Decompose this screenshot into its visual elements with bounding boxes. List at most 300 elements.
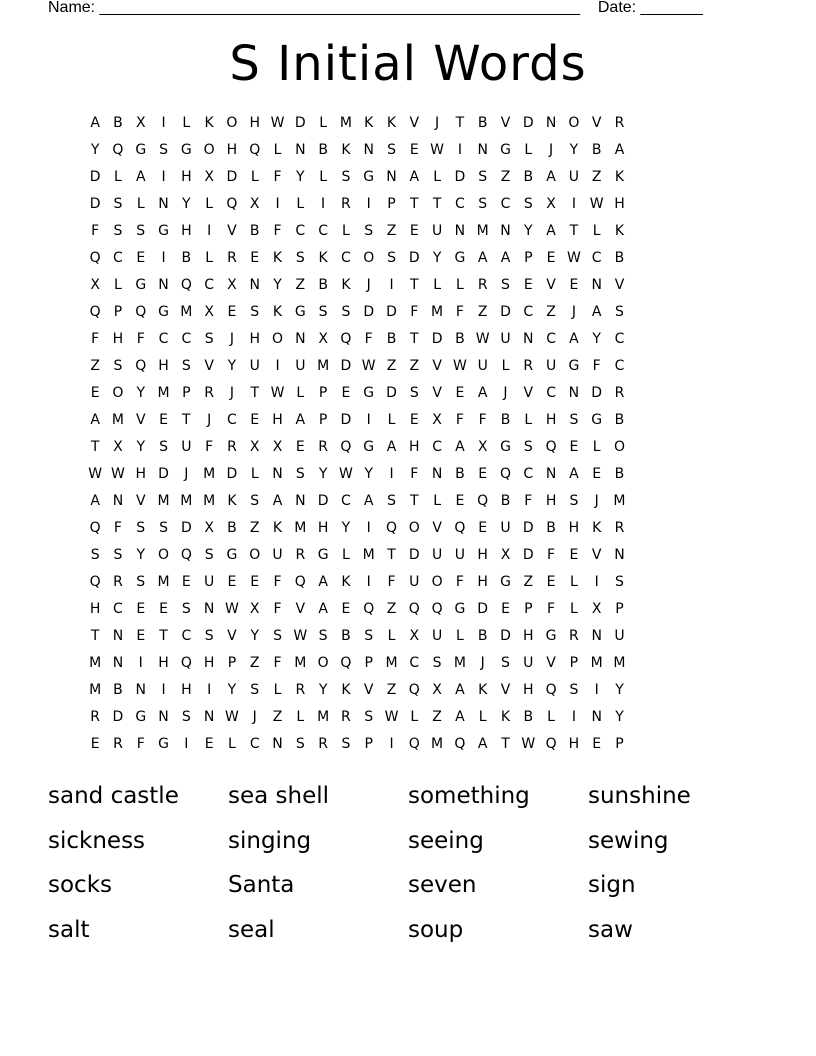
grid-letter: S xyxy=(409,385,420,401)
grid-row xyxy=(84,623,631,650)
grid-letter: S xyxy=(250,682,260,698)
grid-letter: F xyxy=(273,169,283,185)
grid-letter: I xyxy=(366,412,372,428)
grid-letter: Y xyxy=(136,385,146,401)
grid-letter: H xyxy=(181,223,193,239)
grid-letter: C xyxy=(295,223,306,239)
grid-letter: C xyxy=(523,304,534,320)
grid-letter: W xyxy=(225,601,240,617)
grid-letter: N xyxy=(591,709,603,725)
grid-letter: E xyxy=(250,412,260,428)
grid-letter: A xyxy=(614,142,625,158)
grid-letter: P xyxy=(182,385,192,401)
grid-letter: E xyxy=(227,304,237,320)
grid-letter: L xyxy=(592,223,602,239)
grid-letter: I xyxy=(366,196,372,212)
grid-letter: A xyxy=(363,493,374,509)
grid-letter: G xyxy=(500,574,512,590)
grid-letter: A xyxy=(90,412,101,428)
grid-letter: J xyxy=(594,493,600,509)
word-list-item: something xyxy=(408,783,530,809)
grid-letter: W xyxy=(293,628,308,644)
grid-letter: E xyxy=(478,520,488,536)
grid-letter: I xyxy=(275,196,281,212)
grid-letter: S xyxy=(113,196,123,212)
grid-letter: P xyxy=(524,601,534,617)
grid-letter: N xyxy=(295,493,307,509)
grid-letter: E xyxy=(523,277,534,293)
grid-letter: H xyxy=(545,412,557,428)
grid-letter: R xyxy=(113,574,124,590)
grid-letter: Q xyxy=(340,655,352,671)
grid-letter: E xyxy=(159,412,169,428)
grid-letter: Q xyxy=(454,520,466,536)
grid-letter: B xyxy=(614,466,625,482)
grid-letter: D xyxy=(522,115,535,131)
grid-letter: X xyxy=(249,439,261,455)
grid-letter: H xyxy=(523,682,535,698)
grid-letter: X xyxy=(113,439,124,455)
grid-letter: D xyxy=(500,628,512,644)
grid-letter: S xyxy=(90,547,101,563)
grid-letter: A xyxy=(90,115,101,131)
grid-letter: P xyxy=(615,736,625,752)
grid-letter: V xyxy=(500,682,511,698)
grid-letter: K xyxy=(500,709,511,725)
grid-letter: L xyxy=(592,439,602,455)
grid-letter: L xyxy=(228,736,237,752)
grid-letter: A xyxy=(477,250,488,266)
grid-letter: E xyxy=(90,385,101,401)
grid-letter: V xyxy=(591,115,602,131)
grid-letter: H xyxy=(203,655,215,671)
grid-letter: S xyxy=(113,547,123,563)
grid-letter: Q xyxy=(89,304,102,320)
grid-letter: E xyxy=(227,574,237,590)
grid-letter: S xyxy=(250,493,260,509)
grid-letter: S xyxy=(136,574,146,590)
grid-letter: D xyxy=(408,250,421,266)
grid-letter: C xyxy=(409,655,420,671)
grid-letter: E xyxy=(159,601,169,617)
grid-letter: K xyxy=(272,304,283,320)
grid-letter: V xyxy=(432,520,443,536)
grid-letter: B xyxy=(113,682,124,698)
word-list-item: sickness xyxy=(48,827,146,854)
grid-letter: I xyxy=(366,574,372,590)
grid-letter: I xyxy=(184,736,189,752)
grid-letter: Q xyxy=(135,304,147,320)
grid-letter: H xyxy=(158,655,170,671)
grid-letter: L xyxy=(319,115,328,131)
grid-letter: Q xyxy=(545,736,558,752)
grid-letter: U xyxy=(431,628,443,644)
grid-letter: M xyxy=(339,115,353,131)
grid-letter: N xyxy=(203,601,215,617)
grid-letter: G xyxy=(135,142,147,158)
grid-letter: F xyxy=(205,439,214,455)
grid-letter: R xyxy=(614,115,625,131)
grid-letter: O xyxy=(317,655,330,671)
grid-letter: Z xyxy=(409,358,420,374)
grid-letter: T xyxy=(159,628,169,644)
grid-letter: S xyxy=(159,142,169,158)
grid-letter: D xyxy=(317,493,329,509)
grid-letter: M xyxy=(157,493,171,509)
grid-letter: M xyxy=(431,736,444,752)
grid-letter: D xyxy=(591,385,603,401)
grid-letter: J xyxy=(366,277,372,293)
grid-letter: C xyxy=(614,358,625,374)
grid-letter: G xyxy=(317,547,330,563)
grid-letter: C xyxy=(523,466,534,482)
grid-letter: M xyxy=(385,655,399,671)
grid-letter: G xyxy=(158,223,170,239)
grid-letter: T xyxy=(410,277,420,293)
grid-letter: Z xyxy=(500,169,511,185)
grid-row xyxy=(84,380,631,407)
grid-letter: X xyxy=(204,169,215,185)
grid-letter: J xyxy=(503,385,509,401)
grid-letter: E xyxy=(455,385,465,401)
grid-letter: A xyxy=(455,439,466,455)
grid-letter: H xyxy=(135,466,147,482)
grid-letter: D xyxy=(226,466,238,482)
grid-letter: U xyxy=(249,358,261,374)
grid-letter: S xyxy=(478,169,488,185)
grid-letter: S xyxy=(204,628,215,644)
grid-letter: F xyxy=(478,412,488,428)
grid-letter: Q xyxy=(180,277,193,293)
grid-row xyxy=(84,677,631,704)
grid-letter: B xyxy=(477,628,488,644)
grid-letter: H xyxy=(545,493,557,509)
grid-letter: D xyxy=(386,385,398,401)
grid-letter: R xyxy=(318,736,329,752)
grid-letter: R xyxy=(569,628,580,644)
grid-letter: V xyxy=(523,385,534,401)
grid-letter: L xyxy=(455,277,465,293)
grid-letter: C xyxy=(227,412,238,428)
grid-letter: E xyxy=(409,142,420,158)
grid-letter: Q xyxy=(408,682,421,698)
grid-letter: H xyxy=(181,169,193,185)
grid-letter: X xyxy=(90,277,101,293)
grid-letter: B xyxy=(591,142,602,158)
grid-letter: V xyxy=(135,412,147,428)
grid-letter: K xyxy=(341,142,351,158)
grid-letter: A xyxy=(90,493,101,509)
grid-letter: E xyxy=(136,628,146,644)
grid-letter: Y xyxy=(432,250,442,266)
grid-letter: G xyxy=(454,601,466,617)
grid-letter: K xyxy=(478,682,488,698)
grid-letter: F xyxy=(455,574,465,590)
grid-letter: C xyxy=(614,331,625,347)
grid-letter: B xyxy=(477,115,488,131)
grid-letter: D xyxy=(89,196,102,212)
grid-letter: H xyxy=(317,520,329,536)
word-list-item: sunshine xyxy=(588,783,691,809)
grid-letter: M xyxy=(89,682,102,698)
grid-letter: N xyxy=(158,277,170,293)
grid-letter: S xyxy=(615,304,625,320)
grid-row xyxy=(84,542,631,569)
grid-letter: F xyxy=(273,574,283,590)
grid-letter: L xyxy=(250,169,260,185)
grid-letter: K xyxy=(318,250,329,266)
grid-letter: N xyxy=(158,196,170,212)
grid-letter: L xyxy=(387,628,396,644)
grid-letter: X xyxy=(249,196,261,212)
grid-letter: N xyxy=(363,142,375,158)
grid-row xyxy=(84,569,631,596)
grid-letter: H xyxy=(226,142,238,158)
grid-letter: A xyxy=(546,169,557,185)
grid-letter: Z xyxy=(523,574,534,590)
grid-letter: H xyxy=(568,520,580,536)
grid-letter: D xyxy=(522,547,535,563)
grid-row xyxy=(84,191,631,218)
grid-letter: Q xyxy=(249,142,261,158)
grid-letter: S xyxy=(273,628,283,644)
grid-letter: N xyxy=(112,655,124,671)
grid-letter: L xyxy=(136,196,146,212)
grid-letter: D xyxy=(340,358,352,374)
grid-letter: E xyxy=(569,439,579,455)
grid-letter: A xyxy=(318,601,329,617)
grid-letter: V xyxy=(295,601,306,617)
grid-letter: V xyxy=(409,115,420,131)
grid-letter: B xyxy=(614,412,625,428)
grid-letter: D xyxy=(158,466,170,482)
grid-letter: A xyxy=(569,466,580,482)
grid-row xyxy=(84,218,631,245)
grid-letter: L xyxy=(501,358,510,374)
grid-row xyxy=(84,137,631,164)
grid-letter: S xyxy=(387,142,397,158)
grid-letter: S xyxy=(501,655,511,671)
grid-row xyxy=(84,596,631,623)
grid-row xyxy=(84,515,631,542)
grid-letter: B xyxy=(523,709,534,725)
grid-letter: S xyxy=(318,628,329,644)
grid-letter: H xyxy=(181,682,193,698)
grid-row xyxy=(84,164,631,191)
grid-letter: I xyxy=(161,682,167,698)
grid-letter: T xyxy=(410,493,420,509)
grid-row xyxy=(84,353,631,380)
grid-letter: U xyxy=(431,547,443,563)
grid-letter: L xyxy=(569,574,579,590)
grid-letter: A xyxy=(500,250,511,266)
grid-letter: Q xyxy=(477,493,489,509)
grid-letter: L xyxy=(205,196,214,212)
grid-letter: R xyxy=(227,250,238,266)
grid-letter: S xyxy=(295,250,306,266)
grid-letter: M xyxy=(89,655,102,671)
grid-letter: O xyxy=(568,115,580,131)
grid-letter: J xyxy=(184,466,189,482)
grid-letter: A xyxy=(569,331,580,347)
grid-letter: U xyxy=(454,547,466,563)
grid-letter: H xyxy=(158,358,170,374)
grid-letter: C xyxy=(341,250,352,266)
grid-letter: N xyxy=(295,142,307,158)
grid-letter: J xyxy=(435,115,440,131)
grid-letter: U xyxy=(500,331,512,347)
grid-letter: W xyxy=(270,385,285,401)
grid-letter: Y xyxy=(364,466,374,482)
grid-letter: I xyxy=(457,142,463,158)
grid-letter: K xyxy=(272,520,283,536)
grid-letter: S xyxy=(318,304,329,320)
grid-letter: R xyxy=(318,439,329,455)
grid-letter: M xyxy=(180,304,193,320)
grid-letter: W xyxy=(361,358,377,374)
grid-letter: S xyxy=(113,358,123,374)
grid-letter: Z xyxy=(386,358,397,374)
grid-letter: S xyxy=(432,655,443,671)
grid-letter: Y xyxy=(296,169,306,185)
grid-letter: J xyxy=(571,304,577,320)
grid-letter: O xyxy=(272,331,284,347)
grid-letter: S xyxy=(204,331,215,347)
grid-letter: L xyxy=(387,412,396,428)
grid-letter: H xyxy=(477,547,489,563)
name-date-line: Name: ______________________________________________________ Date: _______ xyxy=(48,0,703,16)
grid-letter: N xyxy=(523,331,535,347)
grid-letter: B xyxy=(249,223,261,239)
grid-letter: B xyxy=(318,277,329,293)
grid-letter: M xyxy=(157,385,171,401)
grid-letter: Y xyxy=(90,142,100,158)
grid-letter: N xyxy=(272,736,284,752)
grid-letter: L xyxy=(433,277,442,293)
grid-letter: L xyxy=(342,223,351,239)
grid-letter: Q xyxy=(340,439,352,455)
grid-letter: X xyxy=(591,601,602,617)
grid-letter: E xyxy=(295,439,306,455)
grid-letter: G xyxy=(294,304,307,320)
grid-letter: F xyxy=(387,574,397,590)
grid-letter: Y xyxy=(341,520,351,536)
grid-letter: U xyxy=(272,547,284,563)
grid-letter: N xyxy=(545,466,557,482)
grid-letter: C xyxy=(432,439,443,455)
grid-letter: M xyxy=(157,574,171,590)
grid-letter: X xyxy=(546,196,557,212)
grid-letter: I xyxy=(389,736,395,752)
grid-letter: J xyxy=(207,412,212,428)
grid-letter: V xyxy=(363,682,374,698)
grid-letter: E xyxy=(569,277,579,293)
grid-letter: A xyxy=(477,385,488,401)
grid-letter: B xyxy=(227,520,238,536)
grid-letter: N xyxy=(249,277,261,293)
grid-row xyxy=(84,704,631,731)
grid-letter: M xyxy=(453,655,467,671)
grid-letter: S xyxy=(387,493,397,509)
grid-letter: B xyxy=(113,115,124,131)
grid-letter: A xyxy=(455,682,466,698)
grid-letter: J xyxy=(480,655,486,671)
grid-letter: N xyxy=(203,709,215,725)
grid-letter: S xyxy=(523,196,534,212)
grid-letter: L xyxy=(114,277,123,293)
grid-letter: F xyxy=(273,655,283,671)
grid-letter: H xyxy=(272,412,284,428)
grid-letter: L xyxy=(250,466,260,482)
grid-letter: T xyxy=(455,115,465,131)
grid-letter: U xyxy=(409,574,420,590)
grid-letter: I xyxy=(321,196,326,212)
grid-letter: S xyxy=(615,574,625,590)
grid-letter: W xyxy=(270,115,285,131)
grid-letter: Q xyxy=(112,142,124,158)
grid-letter: I xyxy=(389,466,395,482)
grid-letter: L xyxy=(524,412,533,428)
grid-letter: Q xyxy=(89,520,102,536)
grid-letter: K xyxy=(386,115,397,131)
grid-letter: N xyxy=(431,466,443,482)
grid-letter: Y xyxy=(318,682,328,698)
grid-letter: V xyxy=(614,277,625,293)
grid-letter: C xyxy=(546,331,557,347)
grid-letter: D xyxy=(522,520,535,536)
grid-letter: B xyxy=(546,520,557,536)
grid-letter: S xyxy=(341,169,351,185)
grid-letter: L xyxy=(524,142,533,158)
grid-letter: T xyxy=(410,196,420,212)
grid-letter: L xyxy=(342,547,351,563)
grid-letter: V xyxy=(432,385,443,401)
grid-letter: I xyxy=(161,169,167,185)
grid-letter: C xyxy=(181,331,192,347)
grid-letter: B xyxy=(386,331,397,347)
grid-letter: Z xyxy=(386,601,397,617)
grid-letter: A xyxy=(386,439,397,455)
grid-letter: C xyxy=(113,250,124,266)
grid-letter: S xyxy=(181,709,192,725)
grid-letter: Q xyxy=(89,250,102,266)
grid-letter: W xyxy=(88,466,103,482)
grid-letter: N xyxy=(112,493,124,509)
grid-letter: Y xyxy=(273,277,283,293)
grid-letter: P xyxy=(615,601,625,617)
grid-letter: T xyxy=(410,331,420,347)
grid-letter: Y xyxy=(227,358,237,374)
grid-letter: E xyxy=(546,574,557,590)
grid-letter: X xyxy=(500,547,511,563)
grid-letter: O xyxy=(158,547,170,563)
grid-letter: O xyxy=(226,115,238,131)
grid-letter: W xyxy=(589,196,605,212)
grid-letter: R xyxy=(614,520,625,536)
grid-letter: Y xyxy=(318,466,328,482)
grid-letter: S xyxy=(136,223,146,239)
grid-letter: A xyxy=(135,169,147,185)
grid-letter: Z xyxy=(386,682,397,698)
grid-letter: O xyxy=(408,520,421,536)
grid-letter: L xyxy=(182,115,191,131)
grid-letter: G xyxy=(363,169,375,185)
grid-letter: S xyxy=(569,493,579,509)
grid-letter: Q xyxy=(499,466,512,482)
grid-letter: N xyxy=(272,466,284,482)
word-list-item: soup xyxy=(408,916,464,943)
grid-letter: A xyxy=(477,736,488,752)
